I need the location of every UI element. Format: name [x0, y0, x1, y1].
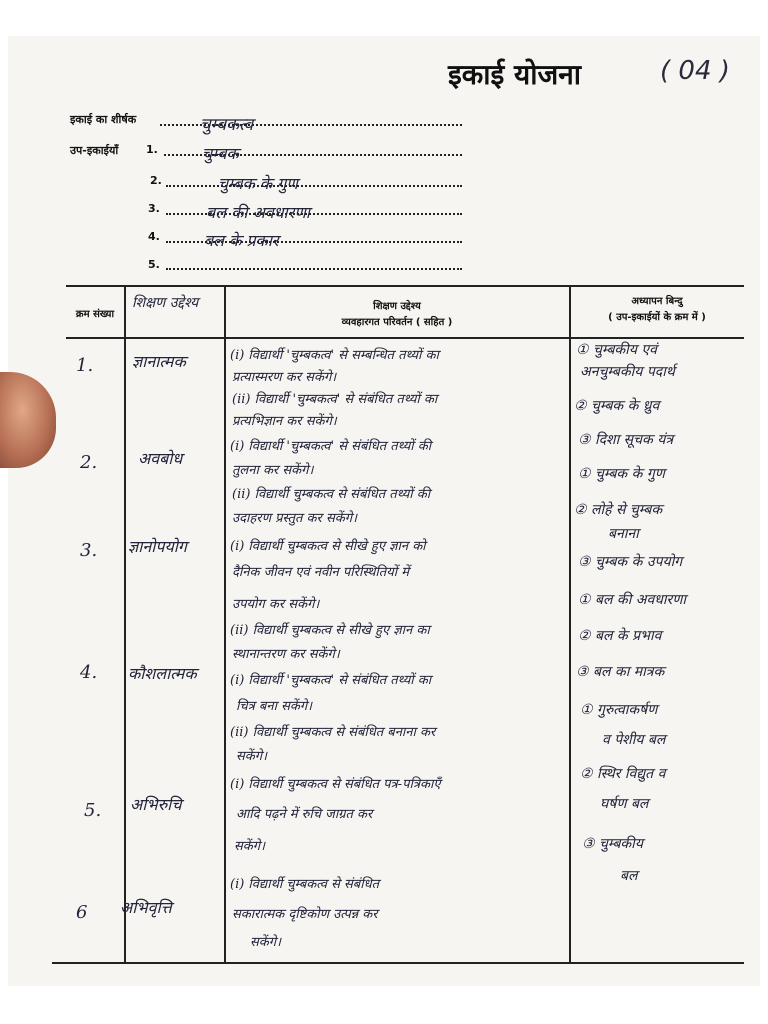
table-col-divider-3: [569, 285, 571, 962]
page-title: इकाई योजना: [448, 58, 582, 91]
row-4-change-line: (i) विद्यार्थी 'चुम्बकत्व' से संबंधित तथ्यों का: [230, 673, 432, 688]
teaching-point: ② स्थिर विद्युत व: [580, 766, 666, 782]
row-6-change-line: सकारात्मक दृष्टिकोण उत्पन्न कर: [232, 907, 378, 922]
row-1-change-line: (ii) विद्यार्थी 'चुम्बकत्व' से संबंधित तथ्यों का: [232, 392, 438, 407]
subunit-4-num: 4.: [148, 230, 160, 243]
teaching-point: ③ चुम्बक के उपयोग: [578, 554, 683, 570]
teaching-point: ② चुम्बक के ध्रुव: [574, 398, 660, 414]
row-5-change-line: (i) विद्यार्थी चुम्बकत्व से संबंधित पत्र-पत्रिकाएँ: [230, 777, 441, 792]
row-2-change-line: (ii) विद्यार्थी चुम्बकत्व से संबंधित तथ्यों की: [232, 487, 431, 502]
subunit-4-value: बल के प्रकार: [204, 231, 279, 250]
subunit-1-num: 1.: [146, 143, 158, 156]
table-col-divider-1: [124, 285, 126, 962]
row-4-change-line: चित्र बना सकेंगे।: [236, 699, 313, 714]
row-1-change-line: प्रत्यास्मरण कर सकेंगे।: [232, 370, 337, 385]
row-5-objective: अभिरुचि: [130, 795, 182, 814]
teaching-point: ① गुरुत्वाकर्षण: [580, 702, 658, 718]
unit-title-label: इकाई का शीर्षक: [70, 113, 137, 126]
row-6-change-line: सकेंगे।: [250, 935, 282, 950]
row-1-change-line: प्रत्यभिज्ञान कर सकेंगे।: [232, 414, 337, 429]
row-2-num: 2.: [80, 452, 98, 473]
row-4-change-line: (ii) विद्यार्थी चुम्बकत्व से संबंधित बनाना कर: [230, 725, 436, 740]
subunits-label: उप-इकाईयाँ: [70, 144, 119, 157]
header-teaching-points-line1: अध्यापन बिन्दु: [631, 296, 683, 307]
row-1-objective: ज्ञानात्मक: [132, 352, 186, 371]
teaching-point: अनचुम्बकीय पदार्थ: [580, 364, 675, 380]
teaching-point: बनाना: [608, 526, 639, 542]
teaching-point: ② बल के प्रभाव: [578, 628, 662, 644]
row-4-num: 4.: [80, 662, 98, 683]
row-5-num: 5.: [84, 800, 102, 821]
subunit-2-num: 2.: [150, 174, 162, 187]
row-3-change-line: (i) विद्यार्थी चुम्बकत्व से सीखे हुए ज्ञान को: [230, 539, 426, 554]
subunit-2-line: [166, 185, 462, 187]
subunit-3-value: बल की अवधारणा: [206, 203, 310, 222]
teaching-point: ① चुम्बकीय एवं: [576, 342, 657, 358]
row-3-change-line: (ii) विद्यार्थी चुम्बकत्व से सीखे हुए ज्ञान का: [230, 623, 430, 638]
subunit-5-num: 5.: [148, 258, 160, 271]
row-2-change-line: उदाहरण प्रस्तुत कर सकेंगे।: [232, 511, 358, 526]
teaching-point: व पेशीय बल: [602, 732, 666, 748]
row-2-objective: अवबोध: [138, 449, 183, 468]
row-6-change-line: (i) विद्यार्थी चुम्बकत्व से संबंधित: [230, 877, 379, 892]
table-col-divider-2: [224, 285, 226, 962]
row-3-change-line: स्थानान्तरण कर सकेंगे।: [232, 647, 340, 662]
row-2-change-line: (i) विद्यार्थी 'चुम्बकत्व' से संबंधित तथ्यों की: [230, 439, 432, 454]
header-serial: क्रम संख्या: [75, 309, 115, 320]
teaching-point: ③ चुम्बकीय: [582, 836, 643, 852]
teaching-point: ② लोहे से चुम्बक: [574, 502, 663, 518]
header-teaching-points-line2: ( उप-इकाईयों के क्रम में ): [608, 312, 706, 323]
header-behavioral-change-line2: व्यवहारगत परिवर्तन ( सहित ): [341, 317, 453, 328]
teaching-point: ③ बल का मात्रक: [576, 664, 665, 680]
subunit-5-line: [166, 268, 462, 270]
row-3-change-line: दैनिक जीवन एवं नवीन परिस्थितियों में: [232, 565, 410, 580]
row-1-change-line: (i) विद्यार्थी 'चुम्बकत्व' से सम्बन्धित तथ्यों का: [230, 348, 439, 363]
table-header-border: [66, 337, 744, 339]
table-top-border: [66, 285, 744, 287]
row-3-change-line: उपयोग कर सकेंगे।: [232, 597, 320, 612]
row-2-change-line: तुलना कर सकेंगे।: [232, 463, 314, 478]
row-3-num: 3.: [80, 540, 98, 561]
teaching-point: घर्षण बल: [600, 796, 649, 812]
subunit-3-num: 3.: [148, 202, 160, 215]
teaching-point: ③ दिशा सूचक यंत्र: [578, 432, 674, 448]
header-objective: शिक्षण उद्देश्य: [132, 295, 199, 311]
row-3-objective: ज्ञानोपयोग: [128, 537, 187, 556]
teaching-point: बल: [620, 868, 638, 884]
row-5-change-line: आदि पढ़ने में रुचि जाग्रत कर: [236, 807, 373, 822]
unit-title-value: चुम्बकत्व: [200, 115, 254, 135]
header-behavioral-change-line1: शिक्षण उद्देश्य: [373, 301, 421, 312]
unit-number: ( 04 ): [660, 56, 730, 86]
subunit-1-value: चुम्बक: [202, 144, 239, 163]
subunit-2-value: चुम्बक के गुण: [218, 174, 298, 193]
table-bottom-border: [52, 962, 744, 964]
row-4-objective: कौशलात्मक: [128, 664, 197, 683]
row-6-objective: अभिवृत्ति: [120, 898, 172, 917]
teaching-point: ① बल की अवधारणा: [578, 592, 686, 608]
row-5-change-line: सकेंगे।: [234, 839, 266, 854]
row-6-num: 6: [76, 902, 88, 923]
row-4-change-line: सकेंगे।: [236, 749, 268, 764]
teaching-point: ① चुम्बक के गुण: [578, 466, 665, 482]
row-1-num: 1.: [76, 355, 94, 376]
